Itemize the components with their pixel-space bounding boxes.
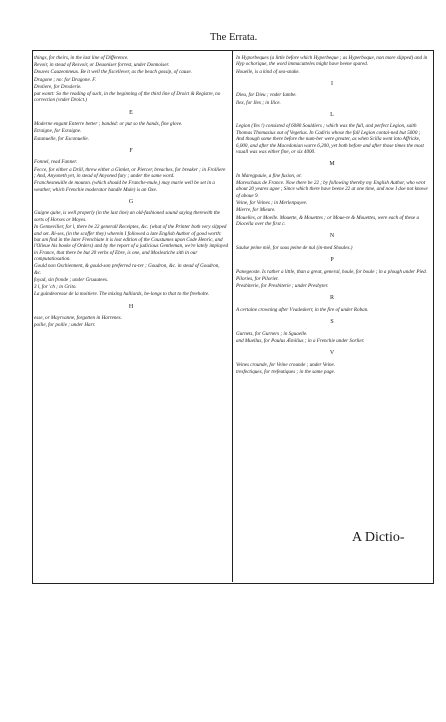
section-letter: G bbox=[128, 199, 134, 206]
errata-entry: Saulse peine miê, for sous peine de nul (in-med Shoules.) bbox=[236, 244, 353, 251]
section-letter: N bbox=[329, 233, 335, 240]
errata-entry: Droliere, for Droslerie. bbox=[34, 83, 82, 90]
errata-entry: poilie, for poilie ; under Harr. bbox=[34, 322, 96, 329]
errata-entry: tresfectiques, for trefeutiques ; in the same page. bbox=[236, 368, 336, 375]
errata-entry: La guindeoresse de la moitiere. The mixing halliards, he-longs to that to the freeholte. bbox=[34, 291, 210, 298]
section-letter: L bbox=[330, 112, 334, 119]
errata-entry: Mierre, for Mieure. bbox=[236, 207, 276, 214]
section-letter: R bbox=[329, 295, 334, 302]
errata-entry: esse, or Mayrvanne, forgotten in Harrenes. bbox=[34, 315, 122, 322]
errata-entry: 3 l, for 'ch ; in Grito. bbox=[34, 284, 77, 291]
errata-entry: Moderne engant Enterre better ; banded: or put so the hands, fine glove. bbox=[34, 121, 183, 128]
errata-entry: Gurnets, for Gurners ; in Sguaelle. bbox=[236, 330, 308, 337]
section-letter: V bbox=[329, 350, 335, 357]
errata-entry: Dieu, for Dieu ; vnder Iambe. bbox=[236, 92, 297, 99]
errata-entry: Guigne quite, is well properly (in the last line) an old-fashioned sound saying therewith the sorts of Horses or Moyes. bbox=[34, 210, 220, 223]
left-column bbox=[34, 55, 228, 330]
errata-entry: Houelle, is a kind of sea-snake. bbox=[236, 68, 300, 75]
errata-entry: put wantt: So the reading of such, in the beginning of the third line of Droict & Registre, no correction (vnder Droict.) bbox=[34, 91, 221, 104]
errata-entry: In Maregpauie, a fine fusion, or. bbox=[236, 172, 302, 179]
errata-entry: and Muellus, for Paulus Æmilius ; in a Frenchie under Sorlier. bbox=[236, 337, 365, 344]
errata-entry: Gould non Oschiennent, & gould-son preferred ra-ter ; Goudron, &c. in stead of Goudron, &c. bbox=[34, 263, 220, 276]
errata-entry: Etraigne, for Esraigne. bbox=[34, 128, 82, 135]
section-letter: M bbox=[329, 161, 335, 168]
errata-entry: Ilex, for Ilex ; in Ilice. bbox=[236, 99, 281, 106]
errata-entry: Pilories, for Pilorier. bbox=[236, 275, 279, 282]
errata-entry: things, for theirs, in the last line of Difference. bbox=[34, 55, 129, 61]
section-letter: P bbox=[330, 257, 334, 264]
section-letter: H bbox=[128, 303, 134, 310]
errata-entry: foyad, sin fronde ; under Gruautees. bbox=[34, 276, 109, 283]
errata-entry: In Gennevilier, for l, there be 22 generall Receiptes, &c. (what of the Printer both very silpped and set. Ri-ses, (in the scoffer they) wherein I followed a late English Author of good worth: but am find in the later Frenchiate it is lost edition of the Coustumes upon Code Henric, and l'Olieue his booke of Orders) and by the report of a judicious Gentleman, we're lately implayed in France, that there be but 20 verbs of Ebre, is one, and Moslestiche sith in our computatiosation. bbox=[34, 224, 229, 263]
errata-entry: Mouelles, or Moelle. Mouette, & Mouettes ; or Moue-te & Mouettes, were each of these a Diocella over the first c. bbox=[236, 214, 419, 227]
errata-entry: In Hyporbeques (a little before which Hyperbeque ; as Hyperboque, non more slipped) and in Hyp ochorique, the word immacutteles might have beene spared. bbox=[236, 55, 428, 68]
errata-entry: Franchesneuille de mouton. (which should be Franche-mule,) may marie well be set in a weather, which Frenchie moderator handle Mule) is an Oxe. bbox=[34, 180, 215, 193]
errata-entry: A certaine crowning after Vvadeskerr, in the fire of under Roban. bbox=[236, 306, 369, 313]
catchword: A Dictio- bbox=[352, 530, 405, 545]
errata-entry: Fonnel, read Fanner. bbox=[34, 159, 78, 166]
errata-entry: Veines crounde, for Veine crounde ; under Veine. bbox=[236, 361, 336, 368]
errata-entry: Legion (Yes !) consisted of 6080 Souldiers ; which was the full, and perfect Legion, saith Thomas Thomasius out of Vegetius. In Cadiris whose the fall Legion contai-ned but 5000 ; And though some there before the num-ber were greater, as when Scilla went into Affricke, 6,000, and after the Macedonian warre 6,200, yet both before and after those times the most vsuall was was either fine, or six 4000. bbox=[236, 123, 424, 156]
errata-entry: Estanuelle, for Esconuelle. bbox=[34, 135, 89, 142]
errata-entry: Revoir, in stead of Resvoir, or Deuoniser forrest, under Donnoiser. bbox=[34, 62, 170, 69]
section-letter: F bbox=[129, 148, 133, 155]
errata-entry: Presbiterie, for Presbiterie ; under Presbyter. bbox=[236, 282, 329, 289]
section-letter: S bbox=[330, 319, 334, 326]
page-title: The Errata. bbox=[210, 32, 258, 43]
errata-entry: Douves Cauzeonneux. Be it well the fiscellever, as the beach gossip, of cause. bbox=[34, 69, 192, 76]
right-column bbox=[236, 55, 428, 376]
errata-entry: Mareschaux de France. Now there be 22 ; by following thereby my English Author, who wrot about 20 yeares agoe ; Since which there have beene 22 at one time, and now I doe not knowe of aboue 9. bbox=[236, 180, 428, 199]
section-letter: I bbox=[331, 81, 333, 88]
errata-entry: Dragone ; no: for Dragone. F. bbox=[34, 76, 97, 83]
errata-entry: Veine, for Veines ; in Merlenpuyee. bbox=[236, 200, 308, 207]
errata-entry: Fecce, for either a Drill, threw either a Gimlet, or Piercer, breaches, for breaker ; in Frolliere ; And, Anyoneth yet, in stead of Anyoned fury ; under the same word. bbox=[34, 166, 226, 180]
column-divider bbox=[232, 50, 233, 582]
section-letter: E bbox=[129, 109, 133, 116]
errata-entry: Panegeoste. Is rather a little, than a great, general, houle, for boule ; in a plough under Pied. bbox=[236, 268, 427, 275]
